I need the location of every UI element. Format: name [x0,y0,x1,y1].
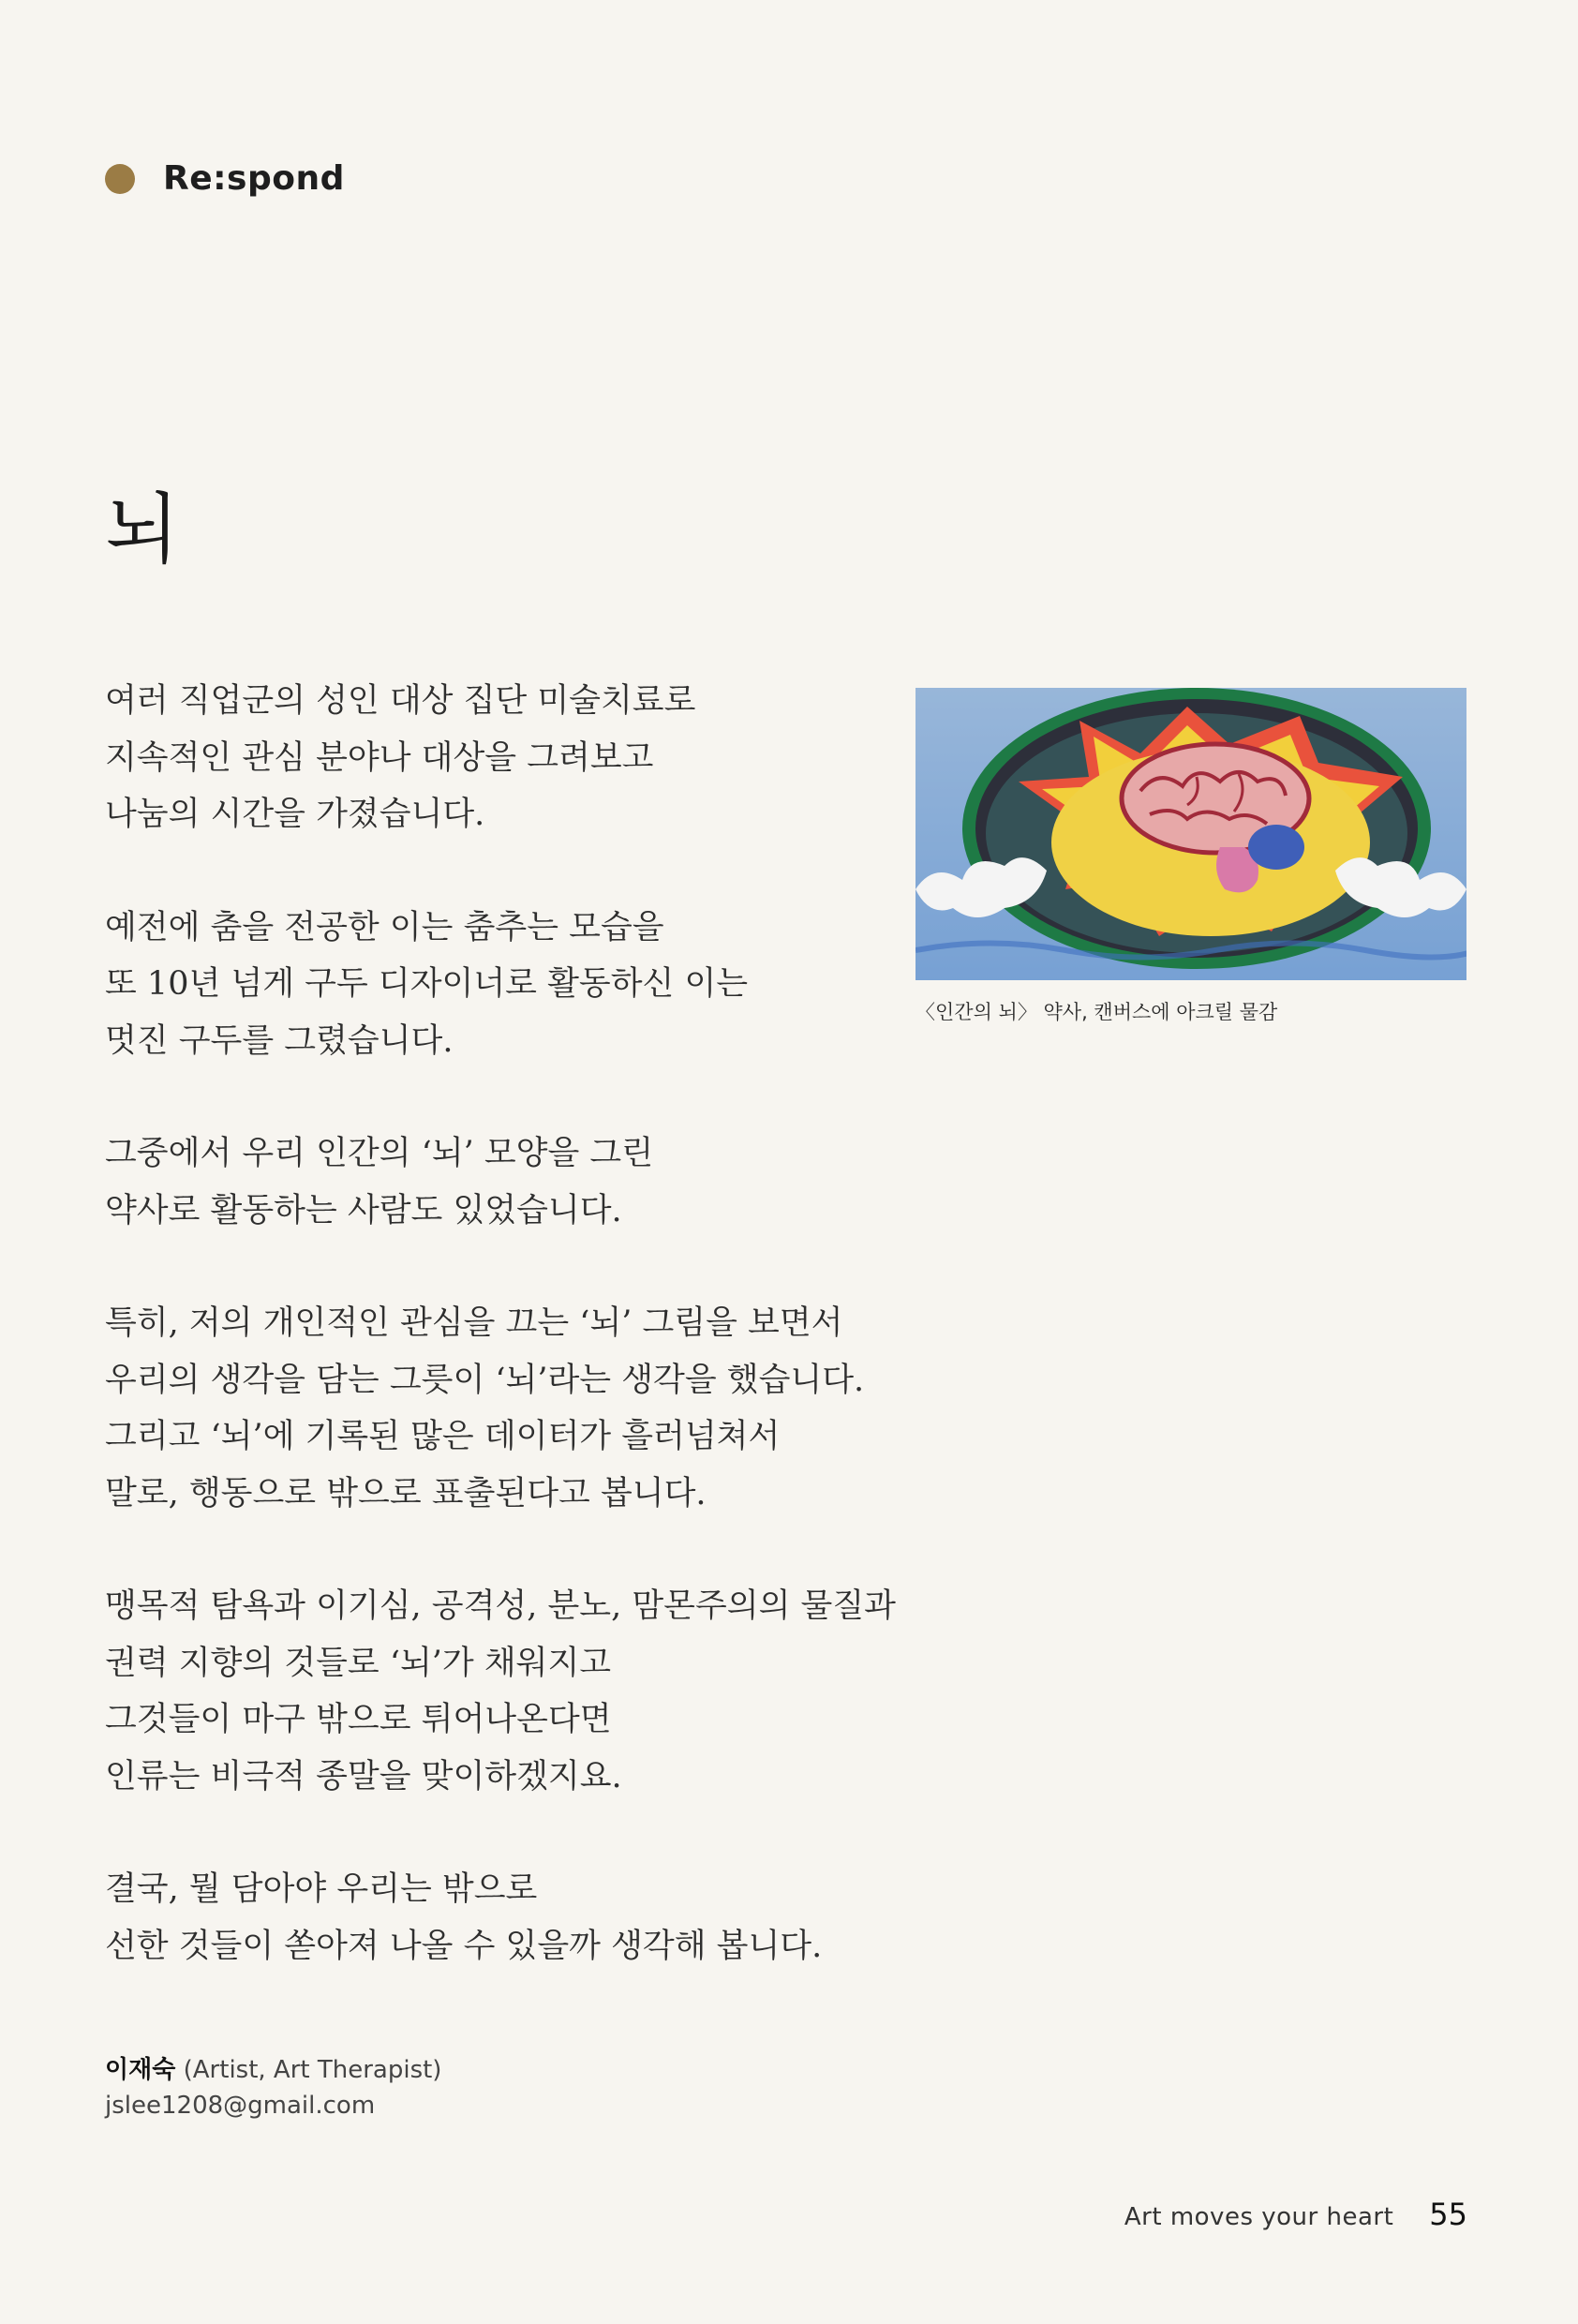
paragraph-6 [105,1861,911,1974]
paragraph-5 [105,1578,911,1805]
body-line: 권력 지향의 것들로 ‘뇌’가 채워지고 [105,1644,612,1682]
body-line: 그리고 ‘뇌’에 기록된 많은 데이터가 흘러넘쳐서 [105,1418,781,1455]
body-line: 결국, 뭘 담아야 우리는 밖으로 [105,1870,538,1908]
paragraph-4 [105,1295,911,1522]
section-tag [105,159,345,198]
body-line: 특히, 저의 개인적인 관심을 끄는 ‘뇌’ 그림을 보면서 [105,1304,843,1342]
footer-tagline: Art moves your heart [1124,2203,1394,2231]
section-dot [105,164,135,194]
paragraph-3 [105,1125,911,1239]
body-line: 선한 것들이 쏟아져 나올 수 있을까 생각해 봅니다. [105,1927,823,1965]
body-line: 약사로 활동하는 사람도 있었습니다. [105,1191,622,1229]
page-footer [1124,2197,1467,2232]
section-label: Re:spond [163,159,345,198]
figure-caption: 〈인간의 뇌〉 약사, 캔버스에 아크릴 물감 [916,1001,1278,1023]
body-line: 또 10년 넘게 구두 디자이너로 활동하신 이는 [105,965,749,1003]
body-line: 그중에서 우리 인간의 ‘뇌’ 모양을 그린 [105,1135,654,1172]
author-name: 이재숙 [105,2056,176,2084]
article-title: 뇌 [105,485,180,574]
author-email: jslee1208@gmail.com [105,2092,376,2120]
body-line: 우리의 생각을 담는 그릇이 ‘뇌’라는 생각을 했습니다. [105,1361,865,1399]
body-line: 지속적인 관심 분야나 대상을 그려보고 [105,738,654,777]
body-line: 나눔의 시간을 가졌습니다. [105,796,485,833]
body-line: 그것들이 마구 밖으로 튀어나온다면 [105,1701,612,1738]
page-number: 55 [1429,2197,1467,2232]
body-line: 여러 직업군의 성인 대상 집단 미술치료로 [105,682,696,720]
body-line: 예전에 춤을 전공한 이는 춤추는 모습을 [105,908,664,946]
body-line: 멋진 구두를 그렸습니다. [105,1021,454,1060]
body-line: 말로, 행동으로 밖으로 표출된다고 봅니다. [105,1474,707,1512]
brain-painting-image [916,688,1466,980]
paragraph-2 [105,900,911,1070]
article-body [105,673,911,2031]
author-role: (Artist, Art Therapist) [175,2056,442,2084]
body-line: 맹목적 탐욕과 이기심, 공격성, 분노, 맘몬주의의 물질과 [105,1587,896,1625]
author-info [105,2052,441,2123]
artwork-figure [916,688,1466,1025]
body-line: 인류는 비극적 종말을 맞이하겠지요. [105,1757,622,1795]
paragraph-1 [105,673,911,843]
